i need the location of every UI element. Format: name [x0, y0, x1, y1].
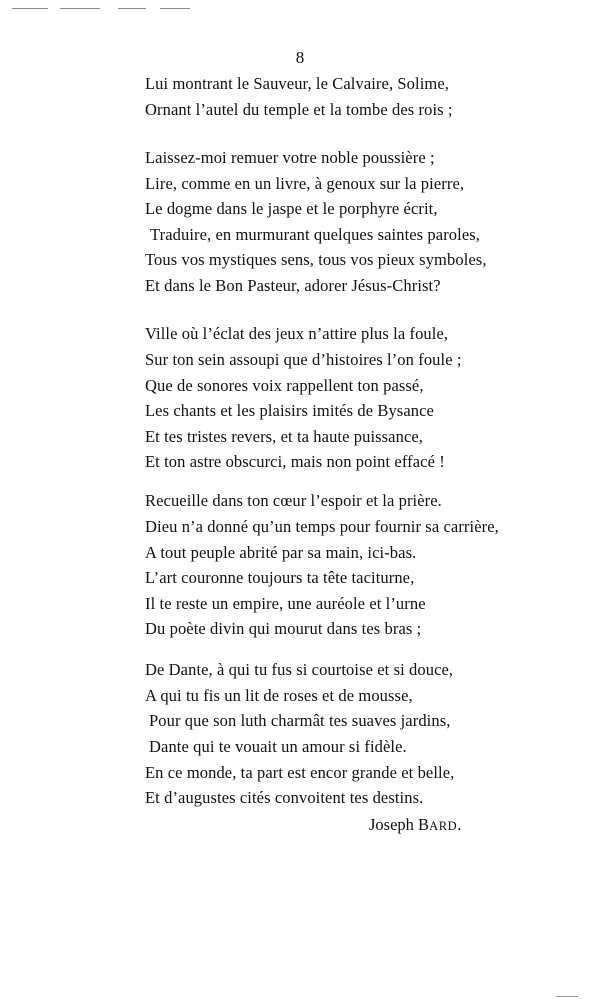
poem-line: Et ton astre obscurci, mais non point effacé !: [145, 452, 445, 471]
signature-period: .: [457, 815, 462, 834]
poem-line: Il te reste un empire, une auréole et l’urne: [145, 594, 426, 613]
author-last-name: [418, 815, 461, 834]
poem-line: Tous vos mystiques sens, tous vos pieux symboles,: [145, 250, 487, 269]
poem-line: Lui montrant le Sauveur, le Calvaire, Solime,: [145, 74, 449, 93]
author-first-name: Joseph: [369, 815, 414, 834]
poem-line: Du poète divin qui mourut dans tes bras ;: [145, 619, 422, 638]
poem-line: L’art couronne toujours ta tête taciturne,: [145, 568, 415, 587]
poem-line: Et tes tristes revers, et ta haute puissance,: [145, 427, 424, 446]
author-last-name-rest: ARD: [429, 819, 458, 833]
poem-line: Ornant l’autel du temple et la tombe des rois ;: [145, 100, 453, 119]
poem-line: En ce monde, ta part est encor grande et belle,: [145, 763, 455, 782]
corner-scan-mark: [556, 996, 578, 997]
poem-line: Sur ton sein assoupi que d’histoires l’on foule ;: [145, 350, 462, 369]
poem-line: Recueille dans ton cœur l’espoir et la prière.: [145, 491, 442, 510]
page-number: 8: [295, 48, 305, 67]
poem-line: Dante qui te vouait un amour si fidèle.: [149, 737, 407, 756]
poem-line: Le dogme dans le jaspe et le porphyre écrit,: [145, 199, 438, 218]
top-border-rule: [118, 8, 146, 9]
poem-line: Traduire, en murmurant quelques saintes paroles,: [150, 225, 480, 244]
poem-line: Ville où l’éclat des jeux n’attire plus la foule,: [145, 324, 449, 343]
poem-line: Les chants et les plaisirs imités de Bysance: [145, 401, 434, 420]
poem-line: Et d’augustes cités convoitent tes destins.: [145, 788, 424, 807]
poem-line: Que de sonores voix rappellent ton passé,: [145, 376, 424, 395]
poem-line: Dieu n’a donné qu’un temps pour fournir sa carrière,: [145, 517, 499, 536]
top-border-rule: [160, 8, 190, 9]
poem-line: De Dante, à qui tu fus si courtoise et si douce,: [145, 660, 454, 679]
poem-line: Pour que son luth charmât tes suaves jardins,: [149, 711, 451, 730]
poem-line: Laissez-moi remuer votre noble poussière ;: [145, 148, 435, 167]
poem-line: A tout peuple abrité par sa main, ici-bas.: [145, 543, 417, 562]
top-border-rule: [12, 8, 48, 9]
top-border-rule: [60, 8, 100, 9]
poem-line: Lire, comme en un livre, à genoux sur la pierre,: [145, 174, 465, 193]
poem-line: Et dans le Bon Pasteur, adorer Jésus-Christ?: [145, 276, 441, 295]
author-signature: [369, 815, 461, 836]
poem-line: A qui tu fis un lit de roses et de mousse,: [145, 686, 413, 705]
author-last-name-initial: B: [418, 815, 430, 834]
